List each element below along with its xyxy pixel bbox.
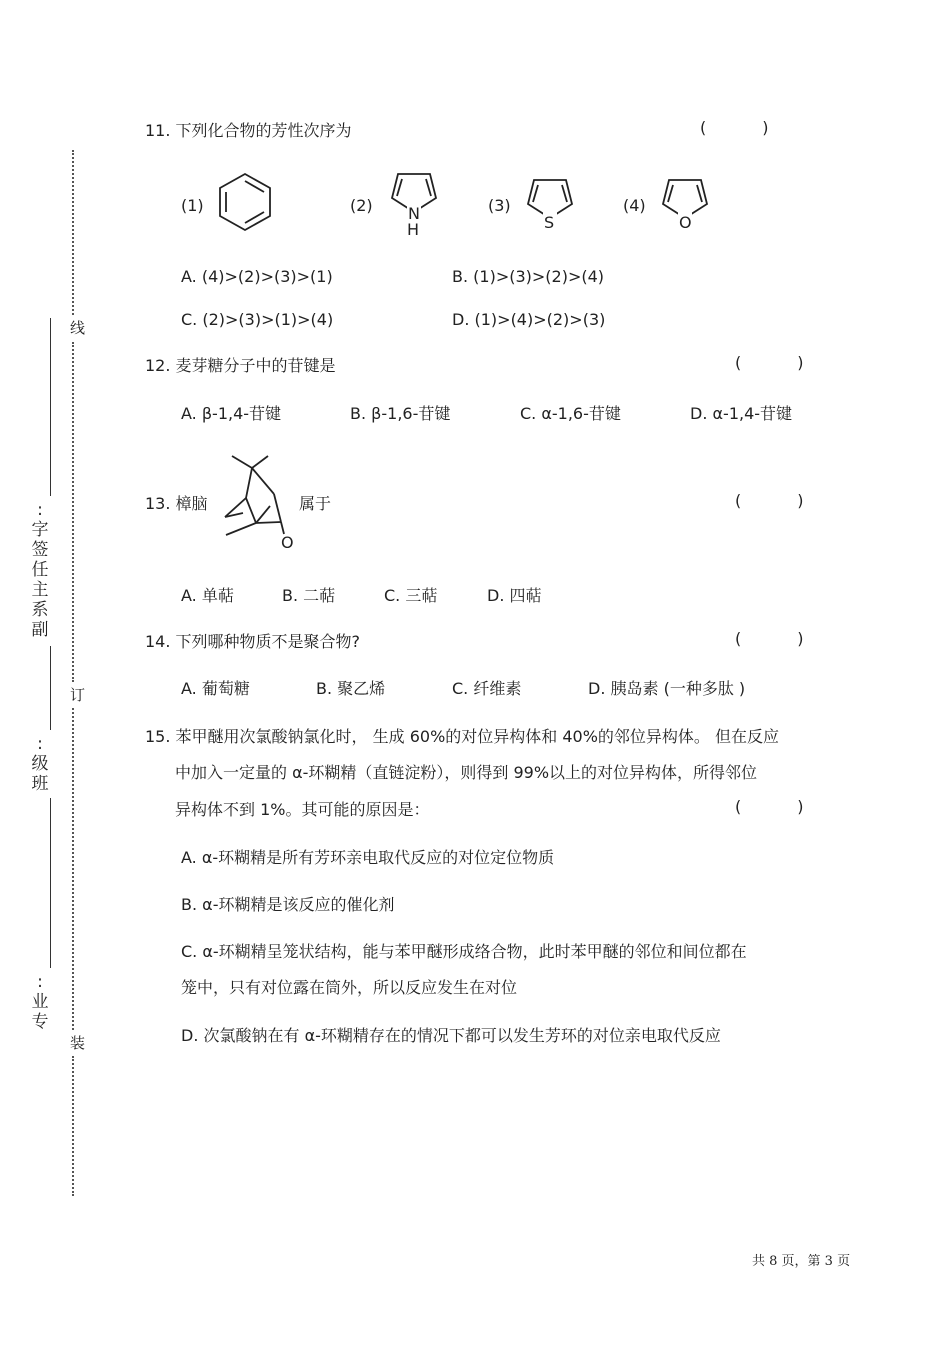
q11-struct-label-2: (2) (350, 196, 373, 215)
binding-dotted-line-bottom (72, 1056, 74, 1196)
thiophene-s-label: S (544, 213, 555, 232)
q12-option-b: B. β-1,6-苷键 (350, 404, 451, 423)
q13-stem-prefix: 13. 樟脑 (145, 494, 208, 513)
q15-answer-paren: ( ) (735, 797, 804, 816)
binding-dotted-line-middle-2 (72, 708, 74, 1030)
q15-option-d: D. 次氯酸钠在有 α-环糊精存在的情况下都可以发生芳环的对位亲电取代反应 (181, 1026, 721, 1045)
signature-line (50, 318, 51, 496)
q11-struct-label-1: (1) (181, 196, 204, 215)
q13-option-c: C. 三萜 (384, 586, 438, 605)
q11-option-c: C. (2)>(3)>(1)>(4) (181, 310, 334, 329)
q15-option-c-line-1: C. α-环糊精呈笼状结构，能与苯甲醚形成络合物，此时苯甲醚的邻位和间位都在 (181, 942, 747, 961)
q14-option-c: C. 纤维素 (452, 679, 522, 698)
margin-label-zhuang: 装 (70, 1034, 86, 1052)
q14-answer-paren: ( ) (735, 629, 804, 648)
page-number: 共 8 页，第 3 页 (752, 1254, 851, 1269)
q12-option-a: A. β-1,4-苷键 (181, 404, 282, 423)
q15-stem-line-2: 中加入一定量的 α-环糊精（直链淀粉），则得到 99%以上的对位异构体，所得邻位 (175, 763, 758, 782)
q11-stem: 11. 下列化合物的芳性次序为 (145, 121, 352, 140)
furan-o-label: O (679, 213, 692, 232)
margin-label-ding: 订 (70, 686, 86, 704)
major-label: :业专 (31, 972, 49, 1032)
q12-option-c: C. α-1,6-苷键 (520, 404, 621, 423)
q11-struct-label-4: (4) (623, 196, 646, 215)
q11-option-a: A. (4)>(2)>(3)>(1) (181, 267, 333, 286)
q15-option-c-line-2: 笼中，只有对位露在筒外，所以反应发生在对位 (181, 978, 518, 997)
q13-stem-suffix: 属于 (299, 494, 332, 513)
major-line (50, 798, 51, 968)
q12-answer-paren: ( ) (735, 353, 804, 372)
q15-option-a: A. α-环糊精是所有芳环亲电取代反应的对位定位物质 (181, 848, 555, 867)
benzene-structure (215, 170, 275, 234)
q13-answer-paren: ( ) (735, 491, 804, 510)
q11-option-d: D. (1)>(4)>(2)>(3) (452, 310, 606, 329)
q11-struct-label-3: (3) (488, 196, 511, 215)
q11-answer-paren: ( ) (700, 118, 769, 137)
q15-stem-line-3: 异构体不到 1%。其可能的原因是： (175, 800, 430, 819)
class-label: :级班 (31, 734, 49, 794)
q11-option-b: B. (1)>(3)>(2)>(4) (452, 267, 605, 286)
camphor-o-label: O (281, 533, 294, 552)
q13-option-d: D. 四萜 (487, 586, 542, 605)
margin-label-xian: 线 (70, 319, 86, 337)
q14-option-b: B. 聚乙烯 (316, 679, 386, 698)
pyrrole-n-label: N (408, 204, 420, 223)
signature-label: :字签任主系副 (31, 500, 49, 640)
q14-option-d: D. 胰岛素 (一种多肽 ) (588, 679, 746, 698)
q14-option-a: A. 葡萄糖 (181, 679, 250, 698)
q12-stem: 12. 麦芽糖分子中的苷键是 (145, 356, 336, 375)
class-line (50, 646, 51, 730)
q14-stem: 14. 下列哪种物质不是聚合物? (145, 632, 361, 651)
q12-option-d: D. α-1,4-苷键 (690, 404, 793, 423)
q13-option-a: A. 单萜 (181, 586, 234, 605)
q13-option-b: B. 二萜 (282, 586, 336, 605)
q15-stem-line-1: 15. 苯甲醚用次氯酸钠氯化时， 生成 60%的对位异构体和 40%的邻位异构体。 但在反应 (145, 727, 780, 746)
binding-dotted-line-middle-1 (72, 342, 74, 682)
pyrrole-h-label: H (407, 220, 420, 239)
q15-option-b: B. α-环糊精是该反应的催化剂 (181, 895, 395, 914)
binding-dotted-line-top (72, 150, 74, 315)
